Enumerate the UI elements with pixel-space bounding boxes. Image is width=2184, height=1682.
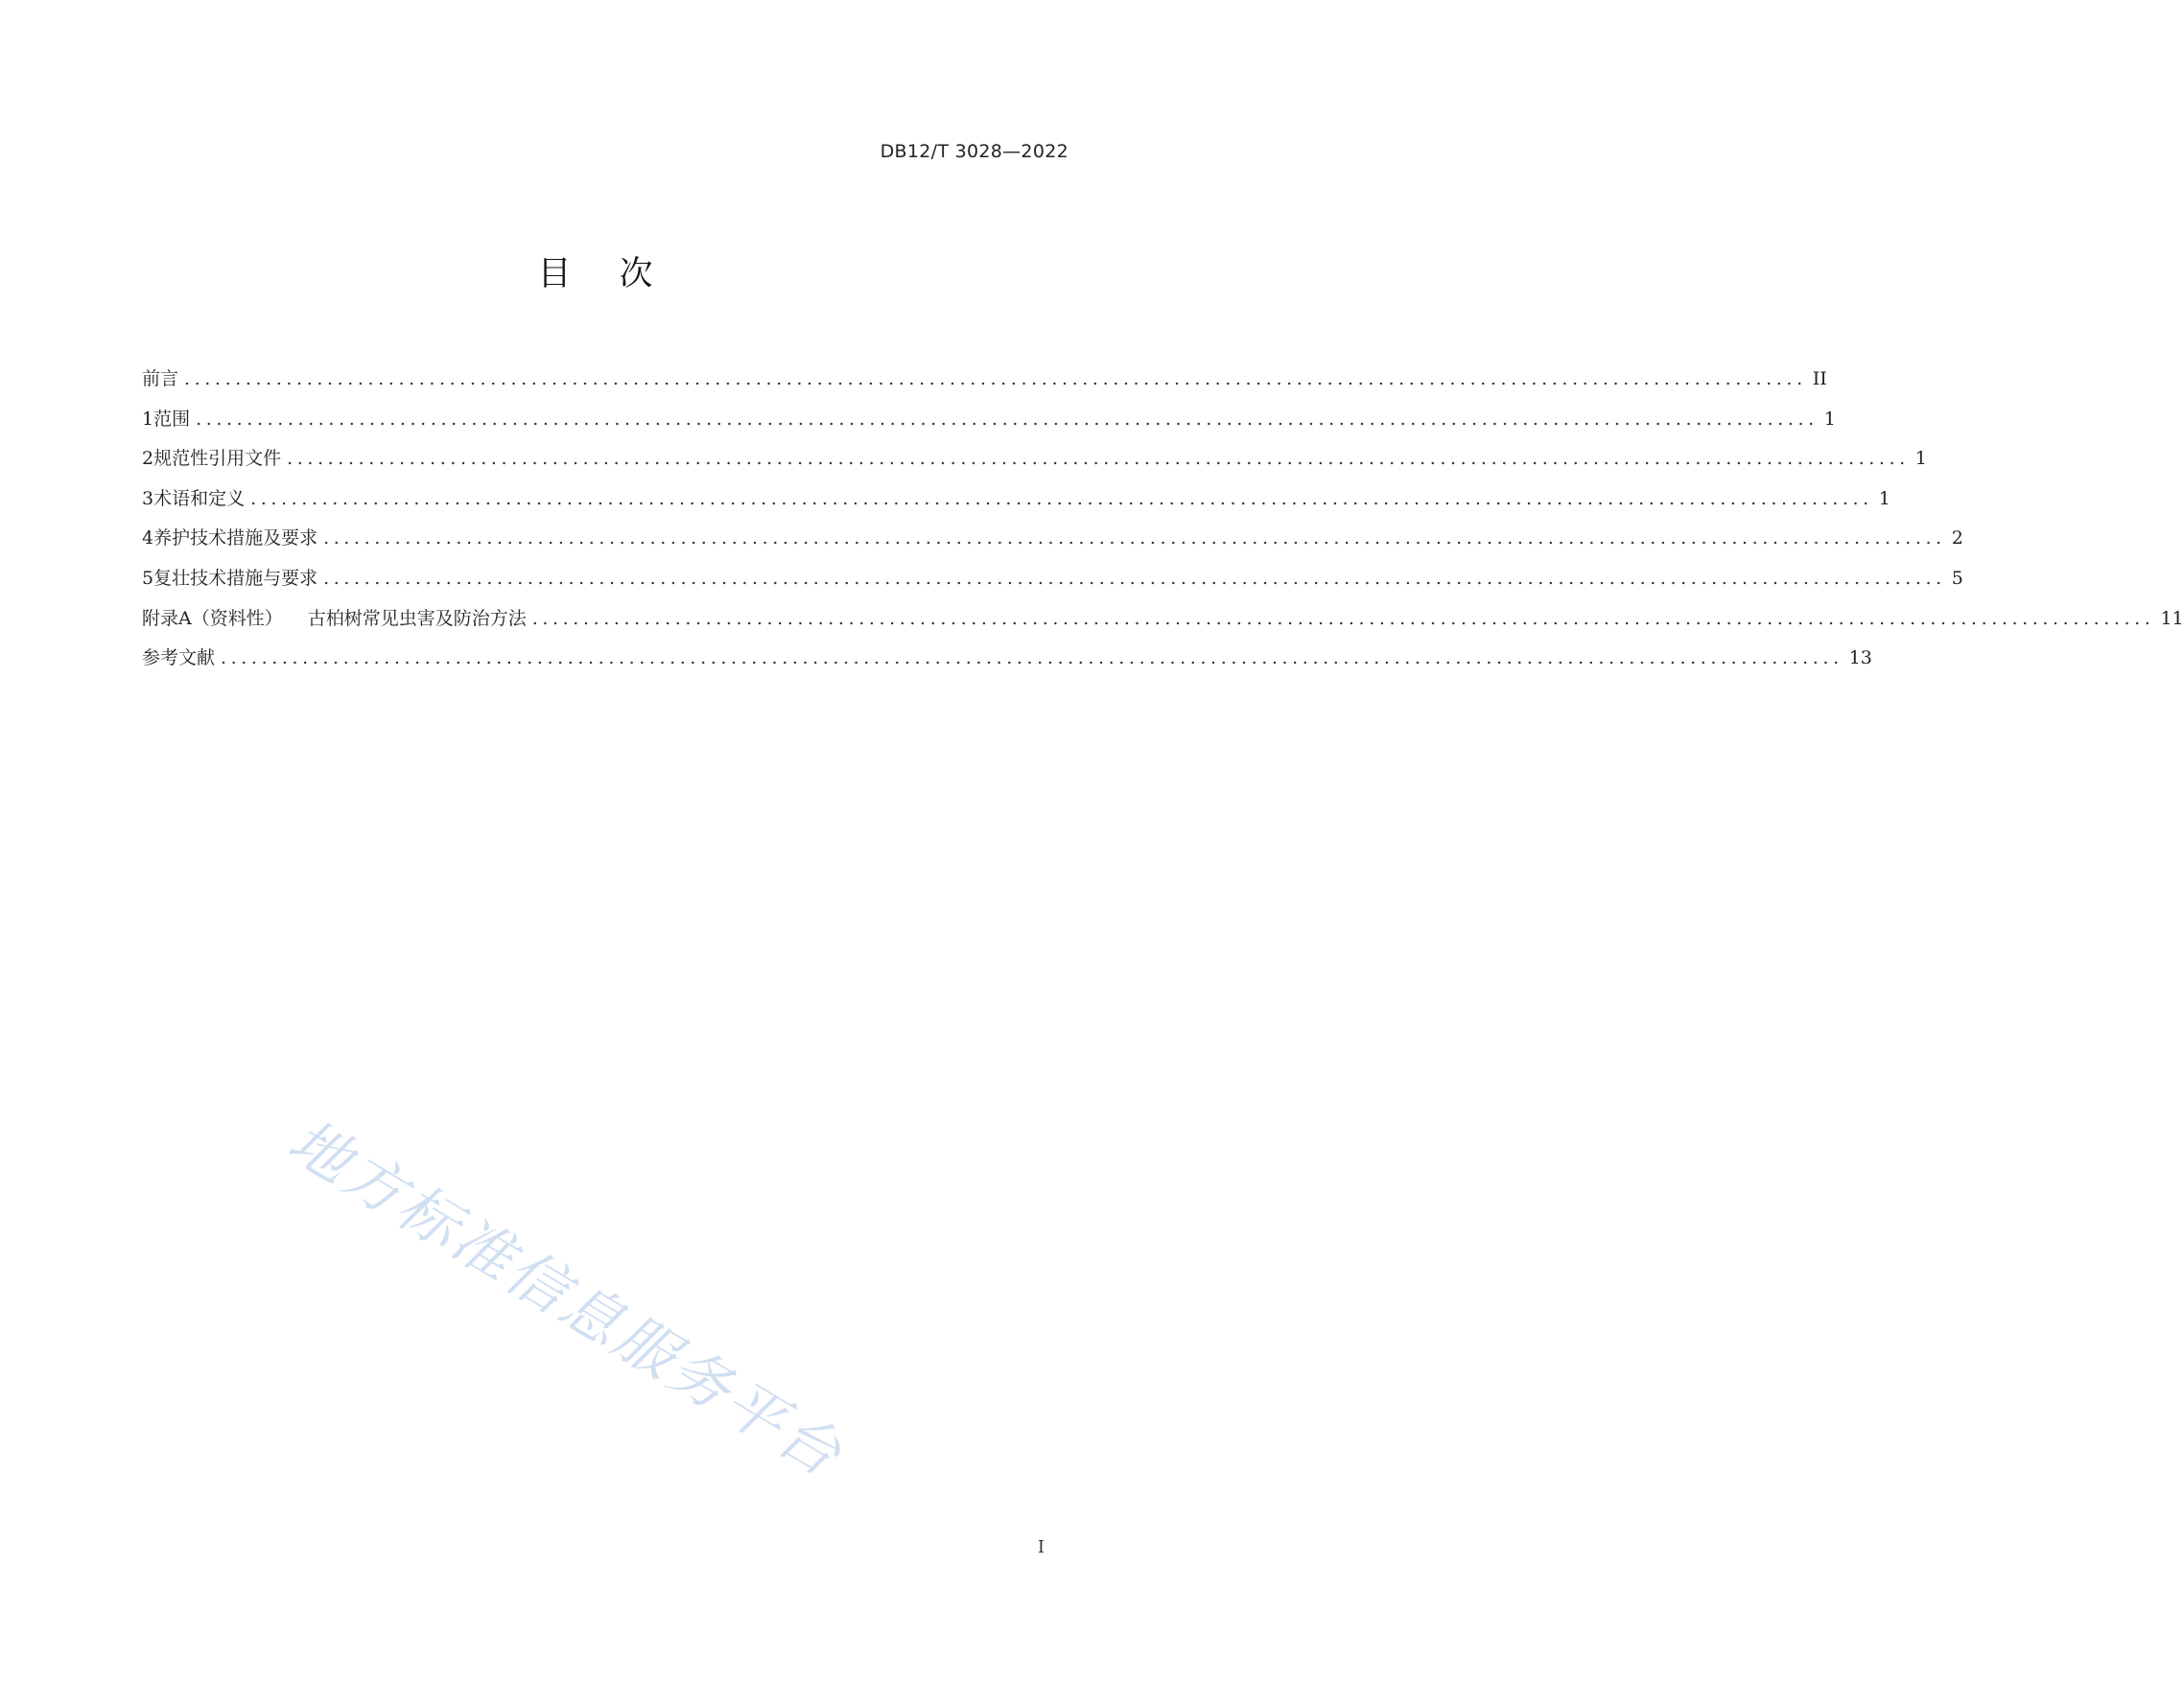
- title-part-2: 次: [619, 255, 653, 293]
- page-number: I: [1037, 1537, 1045, 1557]
- toc-entry-page: 13: [1848, 647, 1872, 669]
- toc-entry-foreword[interactable]: [142, 360, 1827, 400]
- toc-entry-terms-definitions[interactable]: [142, 479, 1890, 520]
- toc-entry-page: II: [1812, 368, 1827, 389]
- toc-entry-label: 附录A（资料性）: [142, 607, 283, 629]
- toc-entry-sublabel: 古柏树常见虫害及防治方法: [307, 607, 527, 629]
- toc-entry-rejuvenation[interactable]: [142, 559, 1963, 599]
- toc-dot-leader: ...............................................................................................................................................................: [196, 408, 1819, 430]
- toc-entry-page: 1: [1914, 448, 1927, 470]
- toc-entry-label: 前言: [142, 368, 179, 389]
- toc-entry-annex-a[interactable]: [142, 599, 2184, 640]
- toc-entry-number: 4: [142, 527, 154, 549]
- toc-dot-leader: ...............................................................................................................................................................: [221, 647, 1843, 669]
- toc-entry-page: 5: [1951, 567, 1963, 589]
- toc-entry-page: 2: [1951, 527, 1963, 549]
- toc-entry-page: 11: [2160, 607, 2184, 629]
- toc-entry-page: 1: [1823, 408, 1836, 430]
- toc-entry-bibliography[interactable]: [142, 639, 1872, 679]
- toc-dot-leader: ...............................................................................................................................................................: [531, 607, 2155, 629]
- toc-entry-label: 范围: [153, 408, 191, 430]
- page-title: [0, 247, 1190, 295]
- toc-entry-label: 术语和定义: [153, 487, 246, 509]
- table-of-contents: [142, 360, 2184, 679]
- toc-dot-leader: ...............................................................................................................................................................: [287, 448, 1910, 470]
- toc-entry-number: 2: [142, 448, 154, 470]
- title-part-1: 目: [537, 255, 572, 293]
- toc-entry-number: 5: [142, 567, 154, 589]
- toc-entry-maintenance[interactable]: [142, 519, 1963, 559]
- toc-dot-leader: ...............................................................................................................................................................: [250, 487, 1873, 509]
- toc-dot-leader: ...............................................................................................................................................................: [323, 527, 1946, 549]
- toc-entry-page: 1: [1878, 487, 1890, 509]
- toc-entry-label: 规范性引用文件: [153, 448, 282, 470]
- watermark: 地方标准信息服务平台: [276, 1105, 856, 1492]
- toc-entry-number: 1: [142, 408, 154, 430]
- toc-entry-scope[interactable]: [142, 400, 1836, 440]
- toc-dot-leader: ...............................................................................................................................................................: [184, 368, 1807, 389]
- toc-dot-leader: ...............................................................................................................................................................: [323, 567, 1946, 589]
- toc-entry-normative-references[interactable]: [142, 439, 1927, 479]
- toc-entry-number: 3: [142, 487, 154, 509]
- document-code: DB12/T 3028—2022: [880, 141, 1069, 162]
- toc-entry-label: 复壮技术措施与要求: [153, 567, 318, 589]
- toc-entry-label: 养护技术措施及要求: [153, 527, 318, 549]
- toc-entry-label: 参考文献: [142, 647, 216, 669]
